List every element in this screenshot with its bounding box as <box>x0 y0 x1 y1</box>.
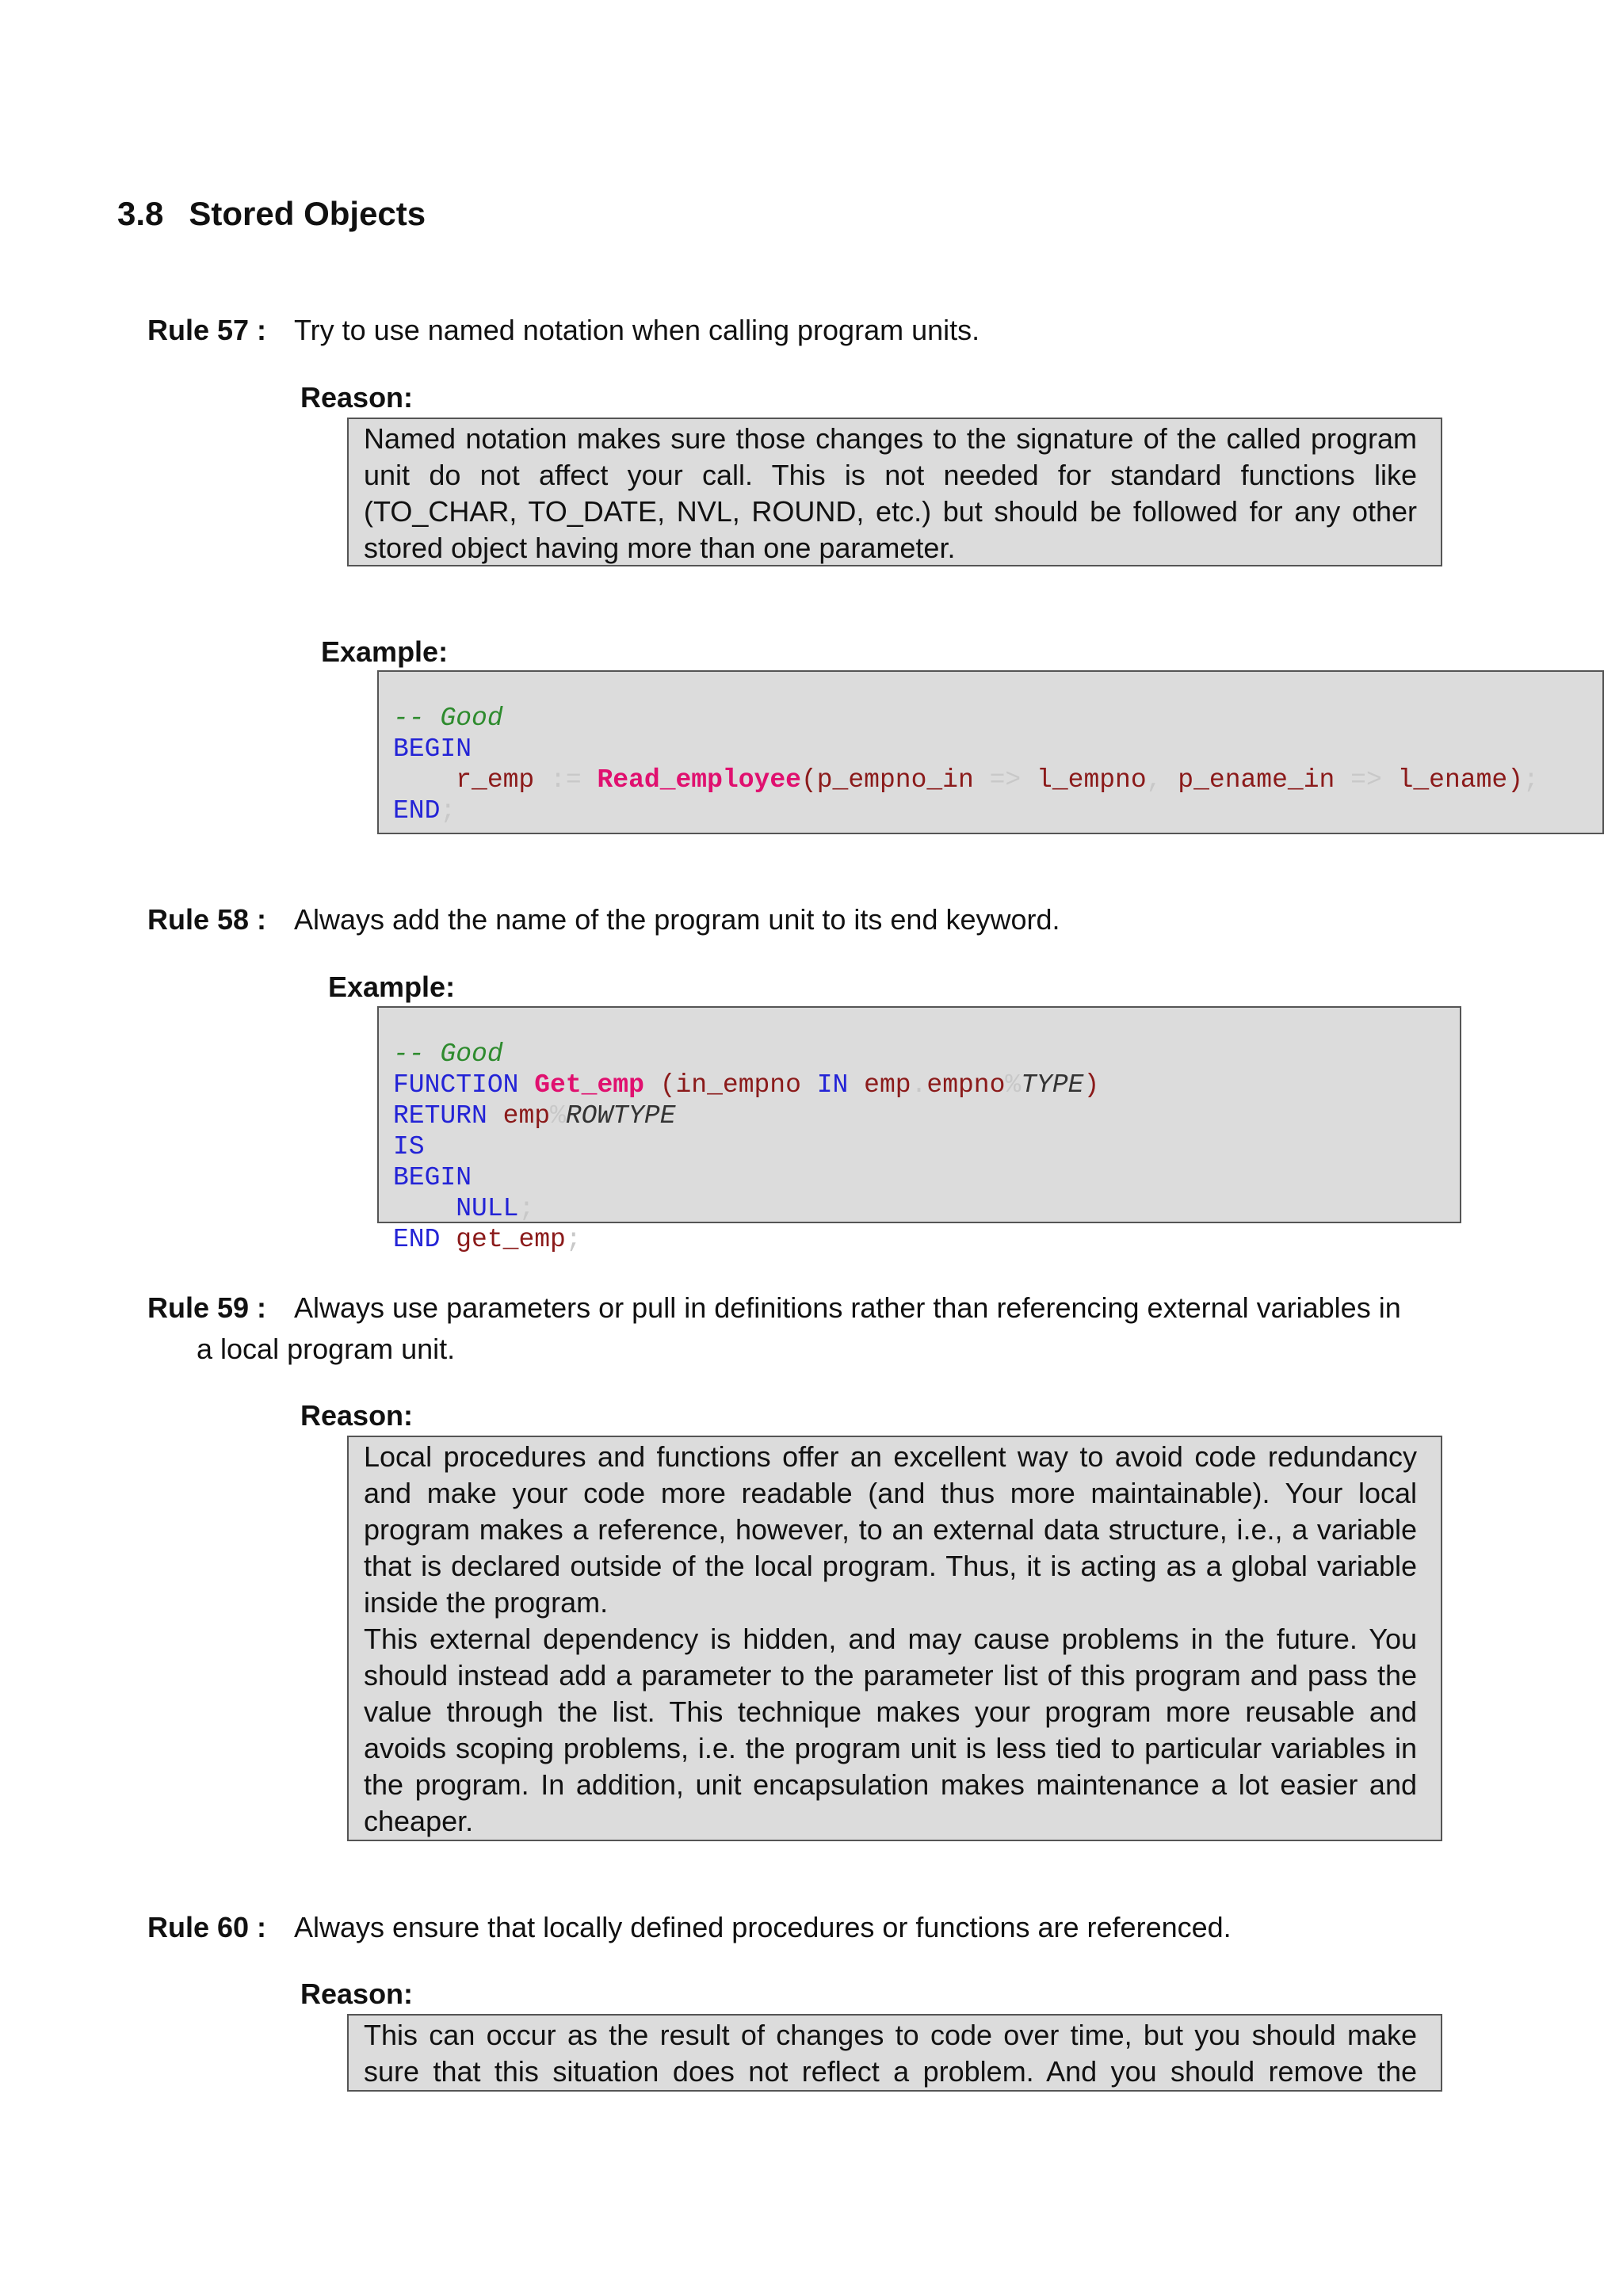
rule-58-text: Always add the name of the program unit to its end keyword. <box>294 903 1060 936</box>
code-identifier: (in_empno <box>659 1070 801 1100</box>
code-operator: ; <box>518 1194 535 1223</box>
code-comment: -- Good <box>393 1039 503 1069</box>
code-identifier: p_ename_in <box>1178 765 1335 795</box>
code-line <box>393 703 1602 734</box>
rule-57-example-label: Example: <box>321 635 449 668</box>
code-identifier: r_emp <box>456 765 535 795</box>
code-identifier: p_empno_in <box>816 765 974 795</box>
code-identifier: l_ename <box>1397 765 1508 795</box>
code-line <box>393 795 1602 826</box>
rule-59-text-line1: Always use parameters or pull in definitions rather than referencing external variables in <box>294 1291 1401 1324</box>
rule-57-text: Try to use named notation when calling program units. <box>294 314 980 346</box>
code-keyword: BEGIN <box>393 734 472 764</box>
code-keyword: IN <box>816 1070 849 1100</box>
code-operator: => <box>989 765 1022 795</box>
code-keyword: NULL <box>456 1194 519 1223</box>
rule-59-reason-p1: Local procedures and functions offer an excellent way to avoid code redundancy and make your code more readable (and thus more maintainable). Your local program makes a reference, however, to an external data structure, i.e., a variable that is declared outside of the local program. Thus, it is acting as a global variable inside the program. <box>364 1440 1417 1619</box>
rule-59-reason-box <box>347 1436 1442 1841</box>
rule-60-reason-text: This can occur as the result of changes to code over time, but you should make sure that this situation does not reflect a problem. And you should remove the <box>364 2019 1417 2088</box>
code-operator: . <box>911 1070 927 1100</box>
rule-60-reason-label: Reason: <box>300 1978 414 2010</box>
rule-60-reason-box <box>347 2014 1442 2092</box>
code-identifier: get_emp <box>456 1225 566 1254</box>
code-keyword: BEGIN <box>393 1163 472 1192</box>
rule-59-reason-label: Reason: <box>300 1399 414 1432</box>
code-keyword: IS <box>393 1132 425 1161</box>
code-operator: ; <box>1523 765 1539 795</box>
rule-60-label: Rule 60 : <box>147 1911 267 1943</box>
code-operator: := <box>550 765 582 795</box>
code-comment: -- Good <box>393 704 503 733</box>
code-line <box>393 734 1602 765</box>
code-line <box>393 1162 1460 1193</box>
section-title: Stored Objects <box>189 195 426 232</box>
code-punct: ) <box>1507 765 1523 795</box>
code-identifier: l_empno <box>1037 765 1147 795</box>
code-operator: % <box>550 1101 566 1131</box>
code-identifier: empno <box>926 1070 1006 1100</box>
code-keyword: FUNCTION <box>393 1070 519 1100</box>
rule-59-text-line2: a local program unit. <box>197 1333 456 1365</box>
rule-60-text: Always ensure that locally defined procedures or functions are referenced. <box>294 1911 1232 1943</box>
code-line <box>393 1100 1460 1131</box>
code-operator: => <box>1350 765 1382 795</box>
section-number: 3.8 <box>117 195 164 232</box>
code-type: TYPE <box>1021 1070 1084 1100</box>
code-operator: ; <box>440 796 456 826</box>
code-keyword: END <box>393 796 441 826</box>
code-line <box>393 765 1602 795</box>
code-operator: % <box>1005 1070 1022 1100</box>
code-line <box>393 1193 1460 1224</box>
code-identifier: emp <box>502 1101 551 1131</box>
code-keyword: RETURN <box>393 1101 487 1131</box>
rule-59-reason-p2: This external dependency is hidden, and may cause problems in the future. You should instead add a parameter to the parameter list of this program and pass the value through the list. This technique makes your program more reusable and avoids scoping problems, i.e. the program unit is less tied to particular variables in the program. In addition, unit encapsulation makes maintenance a lot easier and cheaper. <box>364 1623 1417 1837</box>
code-line <box>393 1039 1460 1070</box>
code-operator: , <box>1146 765 1163 795</box>
section-heading <box>117 195 426 233</box>
rule-57-reason-text: Named notation makes sure those changes to the signature of the called program unit do not affect your call. This is not needed for standard functions like (TO_CHAR, TO_DATE, NVL, ROUND, etc.) but should be followed for any other stored object having more than one parameter. <box>364 422 1417 564</box>
rule-57-code-box <box>377 670 1604 834</box>
code-operator: ; <box>565 1225 582 1254</box>
code-line <box>393 1131 1460 1162</box>
code-punct: ( <box>800 765 817 795</box>
code-type: ROWTYPE <box>565 1101 676 1131</box>
rule-57-reason-box <box>347 418 1442 566</box>
rule-57-label: Rule 57 : <box>147 314 267 346</box>
rule-57-reason-label: Reason: <box>300 381 414 414</box>
rule-58-code-box <box>377 1006 1461 1254</box>
code-line <box>393 1224 1460 1255</box>
code-punct: ) <box>1083 1070 1100 1100</box>
rule-58-label: Rule 58 : <box>147 903 267 936</box>
code-function-name: Get_emp <box>534 1070 644 1100</box>
code-identifier: emp <box>864 1070 911 1100</box>
code-keyword: END <box>393 1225 441 1254</box>
code-function-name: Read_employee <box>597 765 801 795</box>
rule-59-label: Rule 59 : <box>147 1291 267 1324</box>
code-line <box>393 1070 1460 1100</box>
rule-58-example-label: Example: <box>328 971 456 1003</box>
